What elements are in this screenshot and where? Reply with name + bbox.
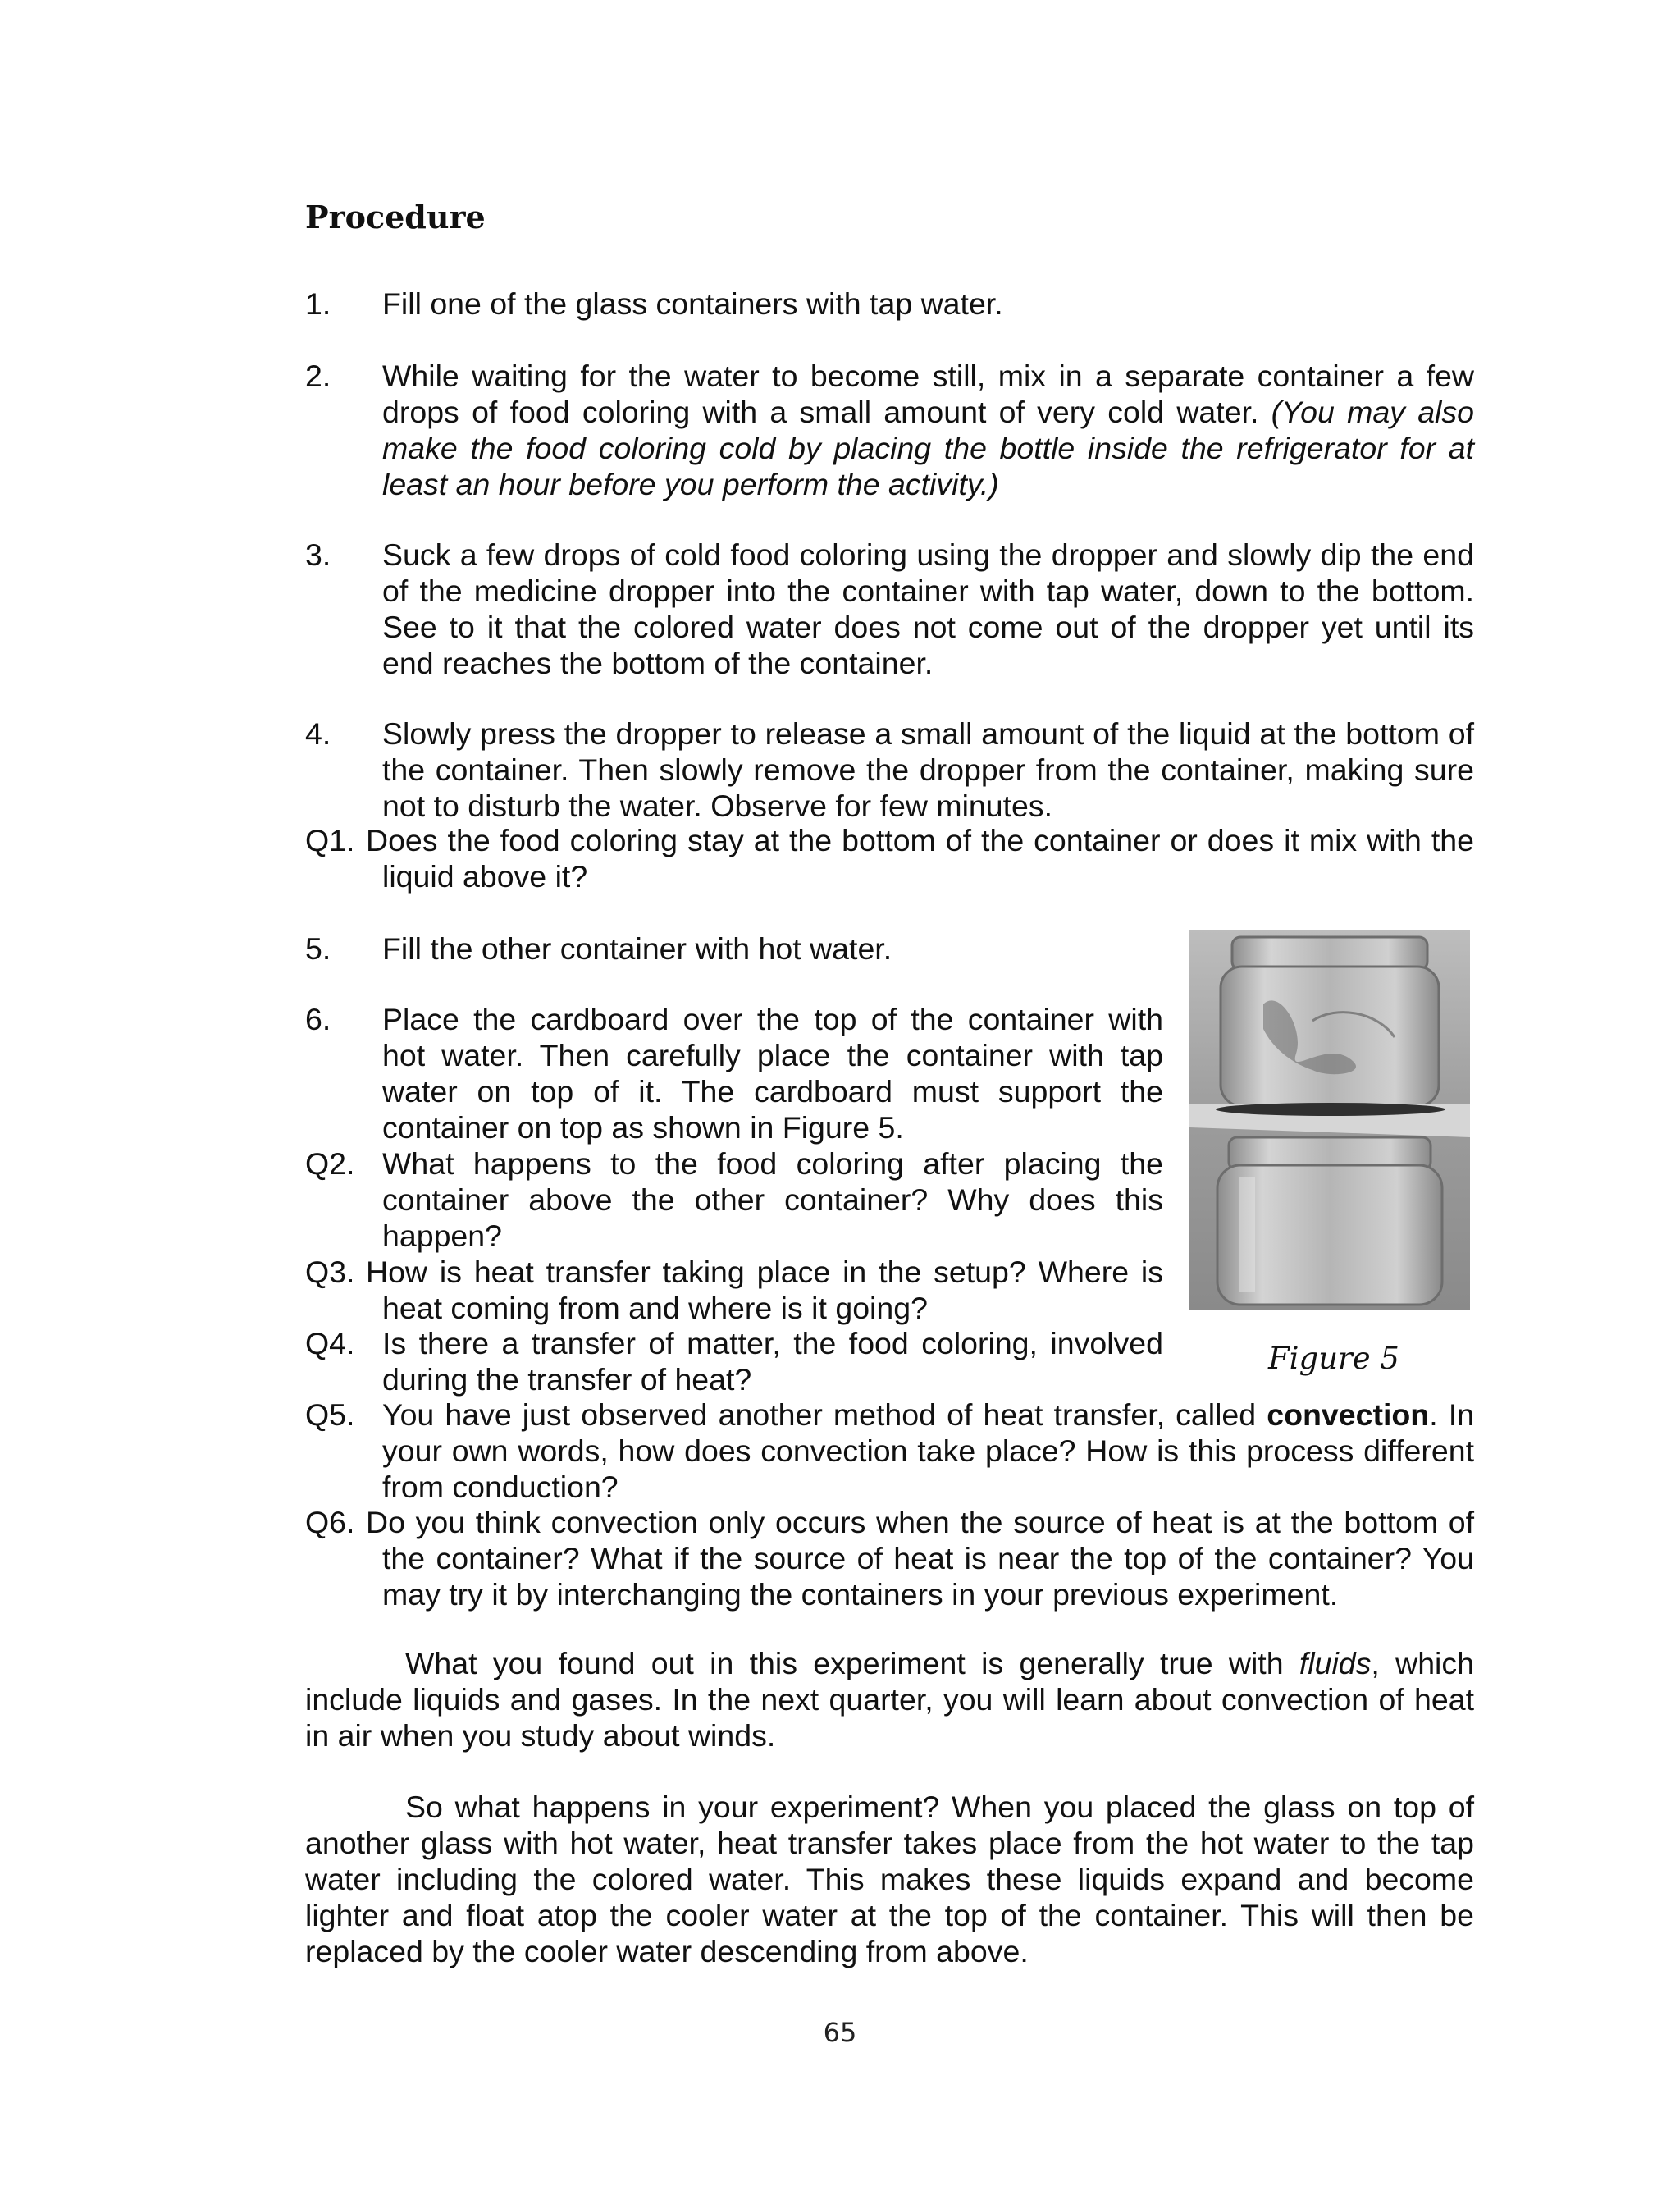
step-4 xyxy=(305,716,1474,824)
paragraph-text-after: , which include liquids and gases. In the next quarter, you will learn about convection of heat in air when you study about winds. xyxy=(305,1646,1474,1753)
step-1 xyxy=(305,286,1474,322)
term-convection: convection xyxy=(1267,1397,1430,1432)
question-1 xyxy=(305,822,1474,894)
question-number: Q3. xyxy=(305,1255,355,1289)
procedure-list-top xyxy=(305,286,1474,322)
question-5-block xyxy=(305,1397,1474,1505)
paragraph-explanation xyxy=(305,1789,1474,1969)
question-text: How is heat transfer taking place in the setup? Where is heat coming from and where is it going? xyxy=(366,1255,1163,1325)
step-2 xyxy=(305,358,1474,502)
step-6 xyxy=(305,1001,1163,1145)
step-text: Slowly press the dropper to release a small amount of the liquid at the bottom of the container. Then slowly remove the dropper from the container, making sure not to disturb the water. Observe for few minutes. xyxy=(382,716,1474,823)
step-text: Place the cardboard over the top of the container with hot water. Then carefully place the container with tap water on top of it. The cardboard must support the container on top as shown in Figure 5. xyxy=(382,1002,1163,1145)
question-text: What happens to the food coloring after placing the container above the other container? Why does this happen? xyxy=(382,1146,1163,1253)
step-text: Suck a few drops of cold food coloring using the dropper and slowly dip the end of the medicine dropper into the container with tap water, down to the bottom. See to it that the colored water does not come out of the dropper yet until its end reaches the bottom of the container. xyxy=(382,537,1474,680)
term-fluids: fluids xyxy=(1299,1646,1372,1680)
step-number: 4. xyxy=(305,716,331,751)
question-number: Q4. xyxy=(305,1326,355,1360)
step-3 xyxy=(305,537,1474,681)
procedure-heading: Procedure xyxy=(305,199,486,235)
question-4-block xyxy=(305,1325,1163,1397)
question-3 xyxy=(305,1254,1163,1326)
question-2 xyxy=(305,1145,1163,1254)
question-number: Q2. xyxy=(305,1146,355,1181)
procedure-step-5 xyxy=(305,930,1163,967)
step-number: 5. xyxy=(305,931,331,966)
step-text: Fill one of the glass containers with tap water. xyxy=(382,286,1003,321)
step-number: 2. xyxy=(305,359,331,393)
question-number: Q5. xyxy=(305,1397,355,1432)
question-text: Does the food coloring stay at the bottom of the container or does it mix with the liquid above it? xyxy=(366,823,1474,894)
step-number: 3. xyxy=(305,537,331,572)
question-4 xyxy=(305,1325,1163,1397)
question-number: Q1. xyxy=(305,823,355,857)
question-2-block xyxy=(305,1145,1163,1254)
procedure-step-3 xyxy=(305,537,1474,681)
question-6-block xyxy=(305,1504,1474,1612)
procedure-step-2 xyxy=(305,358,1474,502)
step-text: Fill the other container with hot water. xyxy=(382,931,892,966)
procedure-step-4 xyxy=(305,716,1474,824)
question-text-after: . In your own words, how does convection take place? How is this process different from conduction? xyxy=(382,1397,1474,1504)
step-number: 6. xyxy=(305,1002,331,1036)
step-5 xyxy=(305,930,1163,967)
figure-caption: Figure 5 xyxy=(1268,1341,1399,1376)
paragraph-fluids xyxy=(305,1645,1474,1753)
question-text: Is there a transfer of matter, the food coloring, involved during the transfer of heat? xyxy=(382,1326,1163,1397)
question-3-block xyxy=(305,1254,1163,1326)
page-number: 65 xyxy=(823,2017,857,2048)
question-5 xyxy=(305,1397,1474,1505)
step-text: While waiting for the water to become still, mix in a separate container a few drops of food coloring with a small amount of very cold water. xyxy=(382,359,1474,429)
step-note: (You may also make the food coloring cold by placing the bottle inside the refrigerator for at least an hour before you perform the activity.) xyxy=(382,395,1474,501)
step-number: 1. xyxy=(305,286,331,321)
question-text: You have just observed another method of heat transfer, called xyxy=(382,1397,1267,1432)
question-1-block xyxy=(305,822,1474,894)
figure-5-photo xyxy=(1189,930,1470,1310)
paragraph-text: What you found out in this experiment is generally true with xyxy=(405,1646,1299,1680)
procedure-step-6 xyxy=(305,1001,1163,1145)
paragraph-text: So what happens in your experiment? When you placed the glass on top of another glass with hot water, heat transfer takes place from the hot water to the tap water including the colored water. This makes these liquids expand and become lighter and float atop the cooler water at the top of the container. This will then be replaced by the cooler water descending from above. xyxy=(305,1790,1474,1968)
question-6 xyxy=(305,1504,1474,1612)
question-number: Q6. xyxy=(305,1505,355,1539)
question-text: Do you think convection only occurs when the source of heat is at the bottom of the container? What if the source of heat is near the top of the container? You may try it by interchanging the containers in your previous experiment. xyxy=(366,1505,1474,1612)
